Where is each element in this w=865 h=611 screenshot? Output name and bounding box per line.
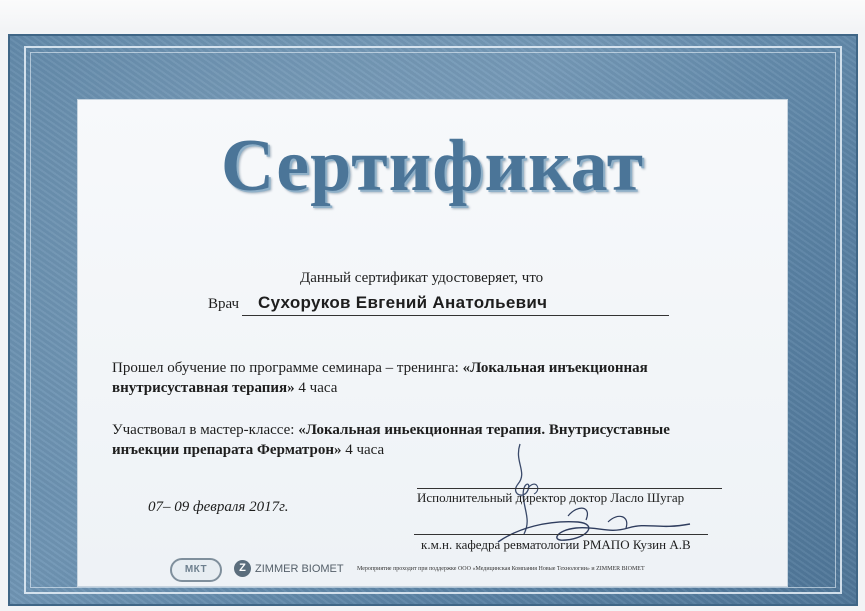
training-course-line2: внутрисуставная терапия» xyxy=(112,380,295,396)
mkt-logo: МКТ xyxy=(170,558,222,582)
zimmer-biomet-icon: Z xyxy=(234,560,251,577)
masterclass-hours: 4 часа xyxy=(341,442,385,458)
masterclass-lead: Участвовал в мастер-классе: xyxy=(112,422,299,438)
signature-line-director xyxy=(417,488,722,489)
recipient-name: Сухоруков Евгений Анатольевич xyxy=(258,293,548,312)
signer-director: Исполнительный директор доктор Ласло Шугар xyxy=(417,490,685,505)
masterclass-course-line1: «Локальная иньекционная терапия. Внутрисуставные xyxy=(298,422,670,438)
signature-line-department xyxy=(414,534,708,535)
event-date: 07– 09 февраля 2017г. xyxy=(148,499,289,515)
certificate-panel xyxy=(78,100,787,586)
certificate-frame xyxy=(8,34,858,606)
zimmer-biomet-text: ZIMMER BIOMET xyxy=(255,562,344,575)
training-course-line1: «Локальная инъекционная xyxy=(462,360,648,376)
recipient-prefix: Врач xyxy=(208,296,240,312)
sponsor-note: Мероприятие проходит при поддержке ООО «Медицинская Компания Новые Технологии» и ZIMMER BIOMET xyxy=(357,566,645,572)
intro-text: Данный сертификат удостоверяет, что xyxy=(300,270,544,286)
zimmer-biomet-logo xyxy=(234,560,344,577)
certificate-title: Сертификат xyxy=(220,125,645,207)
masterclass-course-line2: инъекции препарата Ферматрон» xyxy=(112,442,342,458)
training-hours: 4 часа xyxy=(294,380,338,396)
recipient-underline xyxy=(242,315,669,316)
training-lead: Прошел обучение по программе семинара – тренинга: xyxy=(112,360,463,376)
training-paragraph xyxy=(112,358,648,398)
signer-department: к.м.н. кафедра ревматологии РМАПО Кузин А.В xyxy=(421,537,691,552)
